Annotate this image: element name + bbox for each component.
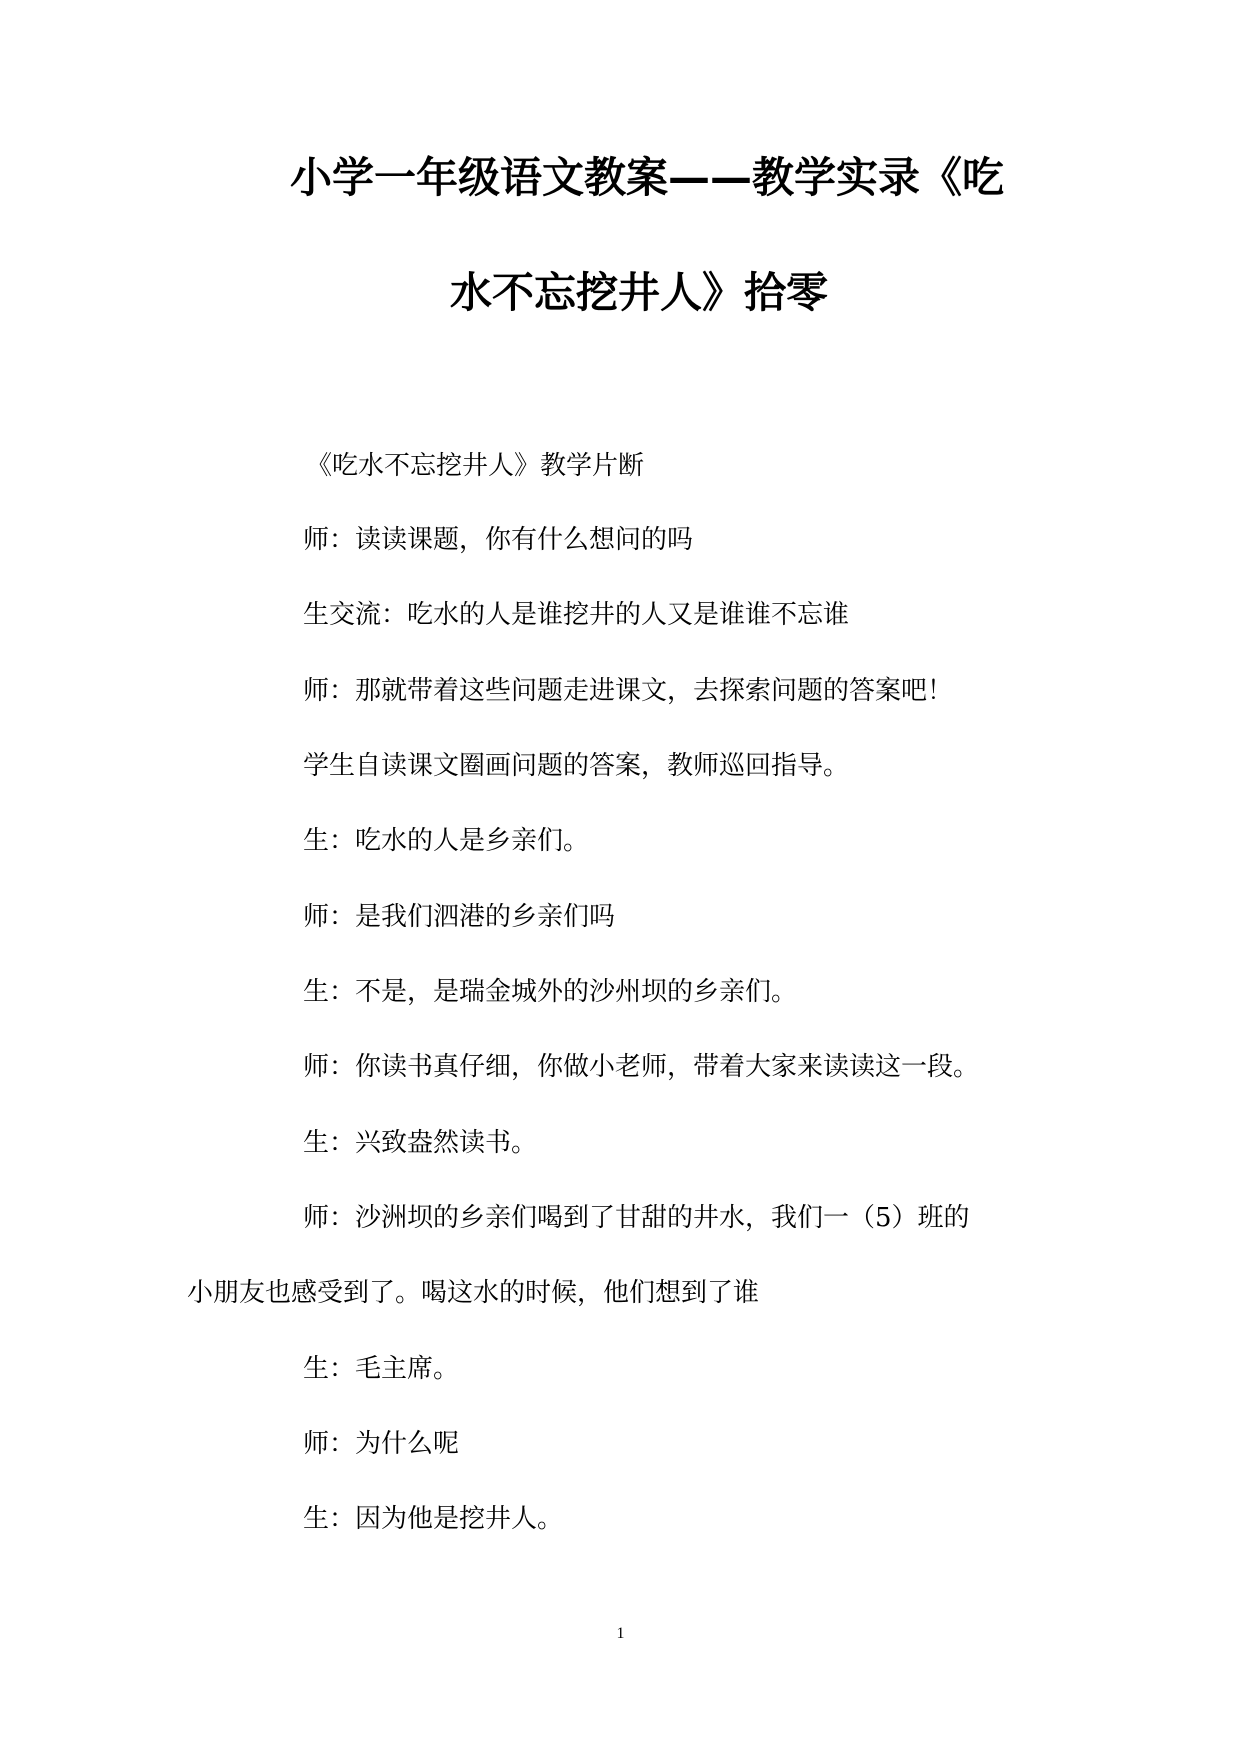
document-title-line-1: 小学一年级语文教案——教学实录《吃 xyxy=(290,153,1005,202)
paragraph-dialogue-line: 师：为什么呢 xyxy=(303,1429,460,1459)
paragraph-dialogue-line: 学生自读课文圈画问题的答案，教师巡回指导。 xyxy=(303,751,850,781)
page-number: 1 xyxy=(616,1625,625,1642)
paragraph-dialogue-line: 师：那就带着这些问题走进课文，去探索问题的答案吧！ xyxy=(303,676,954,706)
paragraph-dialogue-line: 生：不是，是瑞金城外的沙州坝的乡亲们。 xyxy=(303,977,798,1007)
paragraph-dialogue-line: 生：吃水的人是乡亲们。 xyxy=(303,826,590,856)
paragraph-dialogue-line: 师：是我们泗港的乡亲们吗 xyxy=(303,902,616,932)
paragraph-dialogue-line: 生：兴致盎然读书。 xyxy=(303,1128,538,1158)
paragraph-dialogue-line: 生交流：吃水的人是谁挖井的人又是谁谁不忘谁 xyxy=(303,600,850,630)
paragraph-continuation-line: 小朋友也感受到了。喝这水的时候，他们想到了谁 xyxy=(187,1278,760,1308)
paragraph-dialogue-line: 生：毛主席。 xyxy=(303,1354,460,1384)
paragraph-dialogue-line: 师：读读课题，你有什么想问的吗 xyxy=(303,525,694,555)
paragraph-dialogue-line: 师：沙洲坝的乡亲们喝到了甘甜的井水，我们一（5）班的 xyxy=(303,1203,970,1233)
paragraph-section-heading: 《吃水不忘挖井人》教学片断 xyxy=(306,451,645,481)
document-title-line-2: 水不忘挖井人》拾零 xyxy=(450,268,829,317)
paragraph-dialogue-line: 生：因为他是挖井人。 xyxy=(303,1504,564,1534)
paragraph-dialogue-line: 师：你读书真仔细，你做小老师，带着大家来读读这一段。 xyxy=(303,1052,980,1082)
